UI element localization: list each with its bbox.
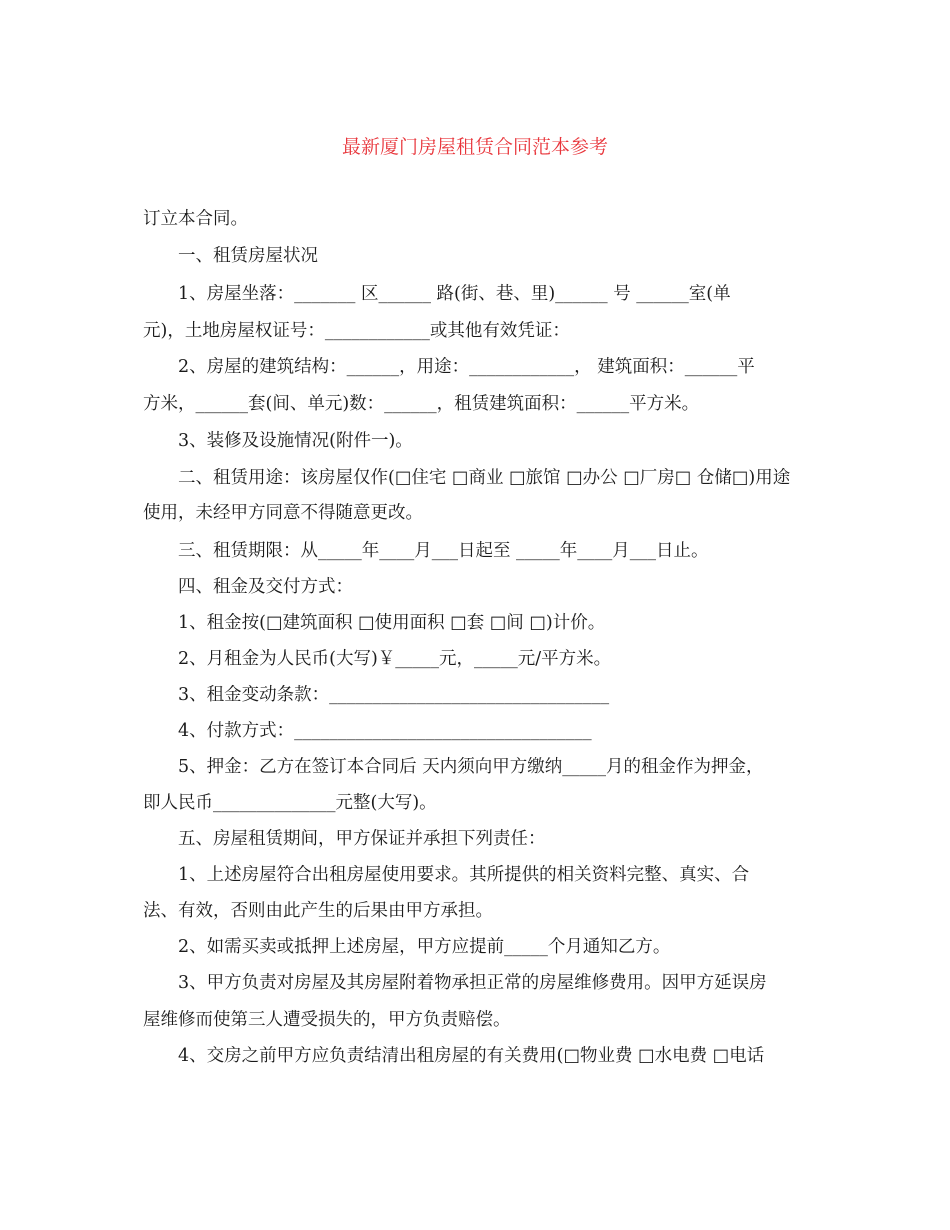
- paragraph-line: 1、房屋坐落：_______ 区______ 路(街、巷、里)______ 号 ______室(单: [143, 284, 731, 304]
- document-title: 最新厦门房屋租赁合同范本参考: [341, 136, 608, 158]
- paragraph-line: 一、租赁房屋状况: [143, 246, 318, 266]
- paragraph-line: 5、押金：乙方在签订本合同后 天内须向甲方缴纳_____月的租金作为押金，: [143, 757, 764, 777]
- paragraph-line: 订立本合同。: [143, 209, 248, 229]
- paragraph-line: 三、租赁期限：从_____年____月___日起至 _____年____月___日止。: [143, 541, 709, 561]
- paragraph-line: 1、租金按(□建筑面积 □使用面积 □套 □间 □)计价。: [143, 613, 606, 633]
- paragraph-line: 3、装修及设施情况(附件一)。: [143, 431, 413, 451]
- paragraph-line: 3、甲方负责对房屋及其房屋附着物承担正常的房屋维修费用。因甲方延误房: [143, 973, 767, 993]
- paragraph-line: 3、租金变动条款：________________________________: [143, 685, 610, 705]
- paragraph-line: 2、房屋的建筑结构：______，用途：____________， 建筑面积：______平: [143, 357, 755, 377]
- paragraph-line: 五、房屋租赁期间，甲方保证并承担下列责任：: [143, 829, 546, 849]
- paragraph-line: 使用，未经甲方同意不得随意更改。: [143, 503, 423, 523]
- paragraph-line: 即人民币______________元整(大写)。: [143, 793, 437, 813]
- paragraph-line: 2、月租金为人民币(大写)￥_____元，_____元/平方米。: [143, 649, 612, 669]
- paragraph-line: 4、付款方式：__________________________________: [143, 721, 592, 741]
- paragraph-line: 1、上述房屋符合出租房屋使用要求。其所提供的相关资料完整、真实、合: [143, 865, 750, 885]
- paragraph-line: 方米，______套(间、单元)数：______，租赁建筑面积：______平方米。: [143, 394, 700, 414]
- paragraph-line: 屋维修而使第三人遭受损失的，甲方负责赔偿。: [143, 1010, 511, 1030]
- paragraph-line: 四、租金及交付方式：: [143, 577, 353, 597]
- paragraph-line: 二、租赁用途：该房屋仅作(□住宅 □商业 □旅馆 □办公 □厂房□ 仓储□)用途: [143, 468, 791, 488]
- paragraph-line: 4、交房之前甲方应负责结清出租房屋的有关费用(□物业费 □水电费 □电话: [143, 1046, 765, 1066]
- paragraph-line: 元)，土地房屋权证号：____________或其他有效凭证：: [143, 321, 570, 341]
- paragraph-line: 2、如需买卖或抵押上述房屋，甲方应提前_____个月通知乙方。: [143, 937, 671, 957]
- paragraph-line: 法、有效，否则由此产生的后果由甲方承担。: [143, 901, 493, 921]
